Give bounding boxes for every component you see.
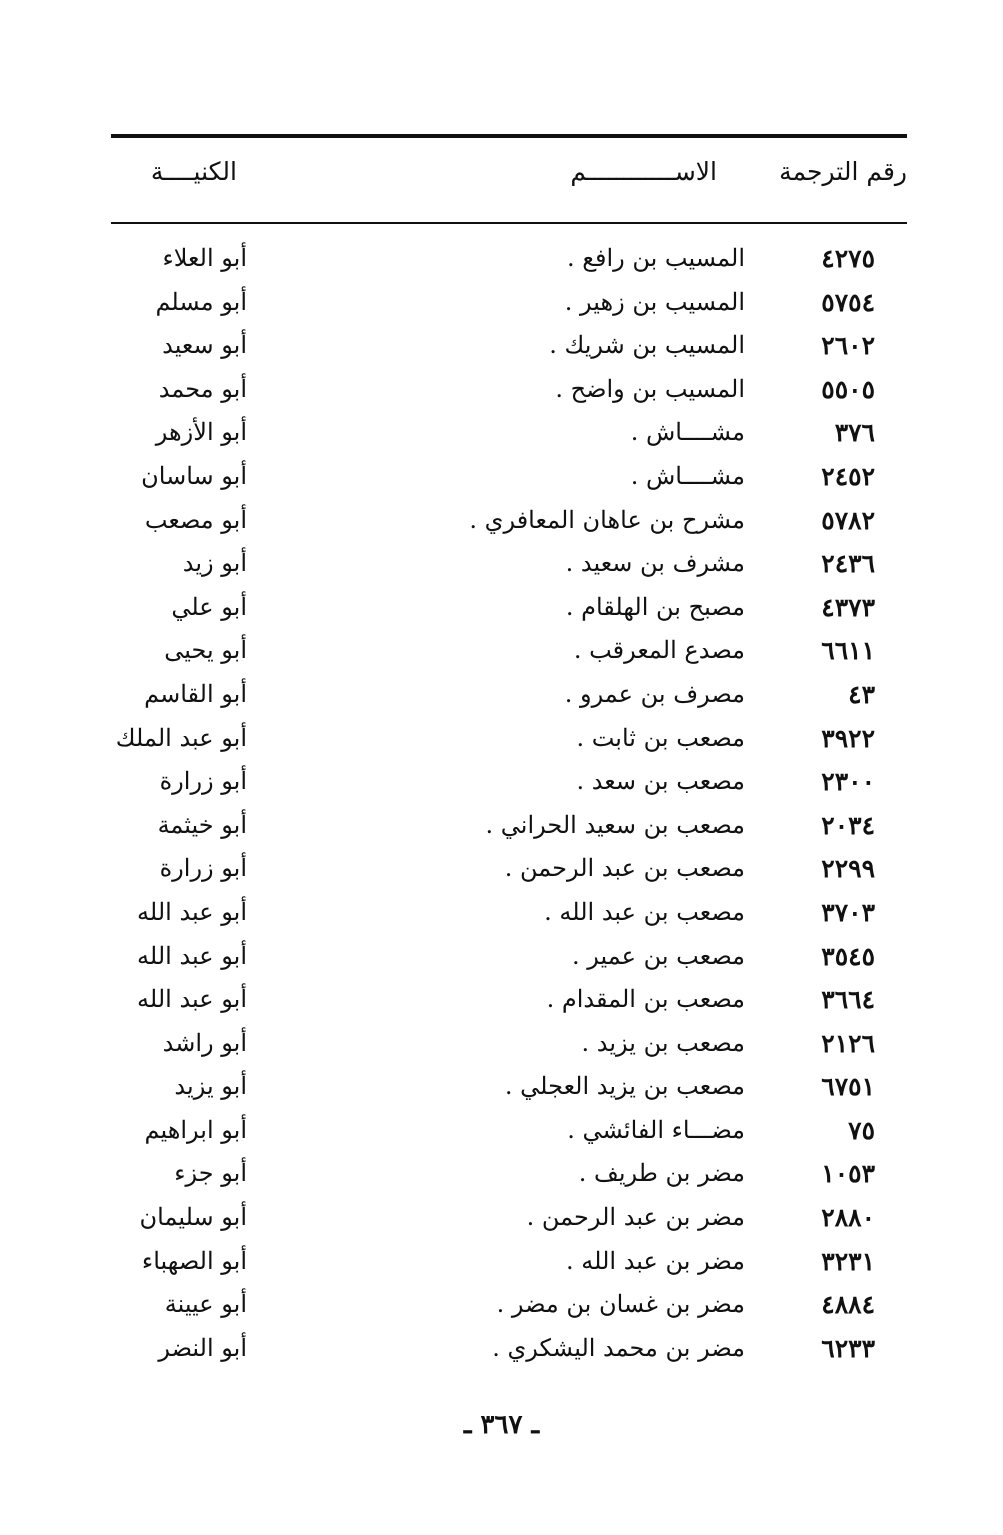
entry-number: ٣٧٦ bbox=[834, 418, 875, 448]
entry-name: المسيب بن زهير . bbox=[564, 287, 745, 316]
entry-name: مصعب بن سعيد الحراني . bbox=[485, 810, 745, 839]
entry-name: مشرف بن سعيد . bbox=[565, 549, 745, 578]
entry-name: مضر بن عبد الله . bbox=[566, 1246, 745, 1275]
table-row bbox=[0, 1196, 1003, 1240]
entry-kunya: أبو العلاء bbox=[162, 244, 247, 272]
table-row bbox=[0, 1327, 1003, 1371]
entry-name: مشرح بن عاهان المعافري . bbox=[469, 505, 745, 534]
entry-name: مصرف بن عمرو . bbox=[564, 679, 745, 708]
entry-name: مشــــاش . bbox=[630, 418, 745, 447]
entry-number: ٢٤٥٢ bbox=[821, 461, 875, 491]
table-row bbox=[0, 1022, 1003, 1066]
entry-name: مضر بن محمد اليشكري . bbox=[492, 1333, 745, 1362]
table-header bbox=[111, 150, 907, 194]
entry-kunya: أبو علي bbox=[171, 592, 247, 621]
entry-name: مصعب بن يزيد العجلي . bbox=[504, 1072, 745, 1101]
entry-number: ٦٢٣٣ bbox=[821, 1333, 875, 1363]
table-row bbox=[0, 629, 1003, 673]
entry-number: ٢٤٣٦ bbox=[821, 549, 875, 579]
entry-name: مصعب بن ثابت . bbox=[576, 723, 745, 752]
entry-number: ٣٥٤٥ bbox=[821, 941, 875, 971]
entry-kunya: أبو سعيد bbox=[162, 331, 247, 360]
entry-kunya: أبو راشد bbox=[162, 1028, 247, 1057]
table-row bbox=[0, 717, 1003, 761]
table-row bbox=[0, 237, 1003, 281]
page-number: ـ ٣٦٧ ـ bbox=[463, 1410, 540, 1440]
table-row bbox=[0, 760, 1003, 804]
entry-kunya: أبو الأزهر bbox=[155, 418, 247, 447]
table-row bbox=[0, 1152, 1003, 1196]
table-row bbox=[0, 411, 1003, 455]
entry-number: ٣٧٠٣ bbox=[821, 897, 875, 927]
entry-kunya: أبو ابراهيم bbox=[144, 1115, 247, 1144]
table-row bbox=[0, 804, 1003, 848]
entry-number: ١٠٥٣ bbox=[821, 1159, 875, 1189]
table-row bbox=[0, 324, 1003, 368]
entry-number: ٤٨٨٤ bbox=[821, 1290, 875, 1320]
entry-kunya: أبو عيينة bbox=[164, 1290, 247, 1319]
entry-number: ٢٠٣٤ bbox=[821, 810, 875, 840]
entry-name: مشــــاش . bbox=[630, 461, 745, 490]
entry-name: مصبح بن الهلقام . bbox=[565, 592, 745, 621]
entry-number: ٦٦١١ bbox=[821, 636, 875, 666]
entry-number: ٢٢٩٩ bbox=[821, 854, 875, 884]
entry-name: المسيب بن واضح . bbox=[555, 374, 745, 403]
entry-number: ٧٥ bbox=[848, 1115, 875, 1145]
top-rule bbox=[111, 134, 907, 138]
table-row bbox=[0, 1065, 1003, 1109]
entry-number: ٣٦٦٤ bbox=[821, 985, 875, 1015]
entry-number: ٤٣٧٣ bbox=[821, 592, 875, 622]
entry-kunya: أبو ساسان bbox=[141, 461, 247, 490]
table-row bbox=[0, 455, 1003, 499]
entry-kunya: أبو عبد الله bbox=[137, 941, 247, 970]
entry-name: مصعب بن عبد الرحمن . bbox=[504, 854, 745, 883]
table-row bbox=[0, 1240, 1003, 1284]
entry-name: مصعب بن عمير . bbox=[572, 941, 745, 970]
table-row bbox=[0, 1109, 1003, 1153]
entry-name: مصعب بن يزيد . bbox=[581, 1028, 745, 1057]
entry-kunya: أبو سليمان bbox=[139, 1203, 247, 1232]
table-row bbox=[0, 935, 1003, 979]
table-row bbox=[0, 542, 1003, 586]
table-row bbox=[0, 891, 1003, 935]
entry-name: مضر بن طريف . bbox=[578, 1159, 745, 1188]
table-body bbox=[0, 237, 1003, 1370]
entry-number: ٥٧٥٤ bbox=[821, 287, 875, 317]
entry-kunya: أبو عبد الله bbox=[137, 985, 247, 1014]
entry-name: مصعب بن المقدام . bbox=[546, 985, 745, 1014]
entry-number: ٦٧٥١ bbox=[821, 1072, 875, 1102]
entry-name: مضر بن عبد الرحمن . bbox=[526, 1203, 745, 1232]
entry-number: ٥٥٠٥ bbox=[821, 374, 875, 404]
entry-kunya: أبو يزيد bbox=[174, 1072, 247, 1101]
entry-kunya: أبو جزء bbox=[174, 1159, 247, 1188]
table-row bbox=[0, 1283, 1003, 1327]
entry-number: ٢١٢٦ bbox=[821, 1028, 875, 1058]
entry-kunya: أبو زيد bbox=[182, 549, 247, 578]
entry-number: ٢٨٨٠ bbox=[821, 1203, 875, 1233]
entry-number: ٢٦٠٢ bbox=[821, 331, 875, 361]
entry-kunya: أبو القاسم bbox=[144, 679, 247, 708]
entry-name: مصعب بن سعد . bbox=[576, 767, 745, 796]
entry-name: مصدع المعرقب . bbox=[573, 636, 745, 665]
entry-kunya: أبو الصهباء bbox=[141, 1246, 247, 1275]
header-number: رقم الترجمة bbox=[779, 157, 907, 186]
table-row bbox=[0, 847, 1003, 891]
entry-kunya: أبو مسلم bbox=[155, 287, 247, 316]
entry-kunya: أبو زرارة bbox=[159, 854, 247, 883]
table-row bbox=[0, 586, 1003, 630]
table-row bbox=[0, 281, 1003, 325]
entry-name: المسيب بن شريك . bbox=[549, 331, 745, 360]
table-row bbox=[0, 499, 1003, 543]
table-row bbox=[0, 673, 1003, 717]
entry-kunya: أبو يحيى bbox=[164, 636, 247, 665]
entry-name: مصعب بن عبد الله . bbox=[544, 897, 745, 926]
entry-number: ٥٧٨٢ bbox=[821, 505, 875, 535]
header-rule bbox=[111, 222, 907, 224]
table-row bbox=[0, 368, 1003, 412]
entry-number: ٣٢٣١ bbox=[821, 1246, 875, 1276]
entry-kunya: أبو خيثمة bbox=[157, 810, 247, 839]
entry-kunya: أبو محمد bbox=[158, 374, 247, 403]
entry-kunya: أبو زرارة bbox=[159, 767, 247, 796]
entry-number: ٤٣ bbox=[848, 679, 875, 709]
entry-number: ٤٢٧٥ bbox=[821, 244, 875, 273]
entry-kunya: أبو عبد الله bbox=[137, 897, 247, 926]
entry-number: ٢٣٠٠ bbox=[821, 767, 875, 797]
header-kunya: الكنيــــة bbox=[150, 157, 237, 186]
table-row bbox=[0, 978, 1003, 1022]
entry-name: المسيب بن رافع . bbox=[566, 244, 745, 272]
entry-name: مضر بن غسان بن مضر . bbox=[496, 1290, 745, 1319]
entry-name: مضـــاء الفائشي . bbox=[567, 1115, 745, 1144]
entry-kunya: أبو عبد الملك bbox=[115, 723, 247, 752]
entry-kunya: أبو النضر bbox=[158, 1333, 247, 1362]
entry-kunya: أبو مصعب bbox=[144, 505, 247, 534]
header-name: الاســــــــــــم bbox=[570, 157, 717, 186]
entry-number: ٣٩٢٢ bbox=[821, 723, 875, 753]
